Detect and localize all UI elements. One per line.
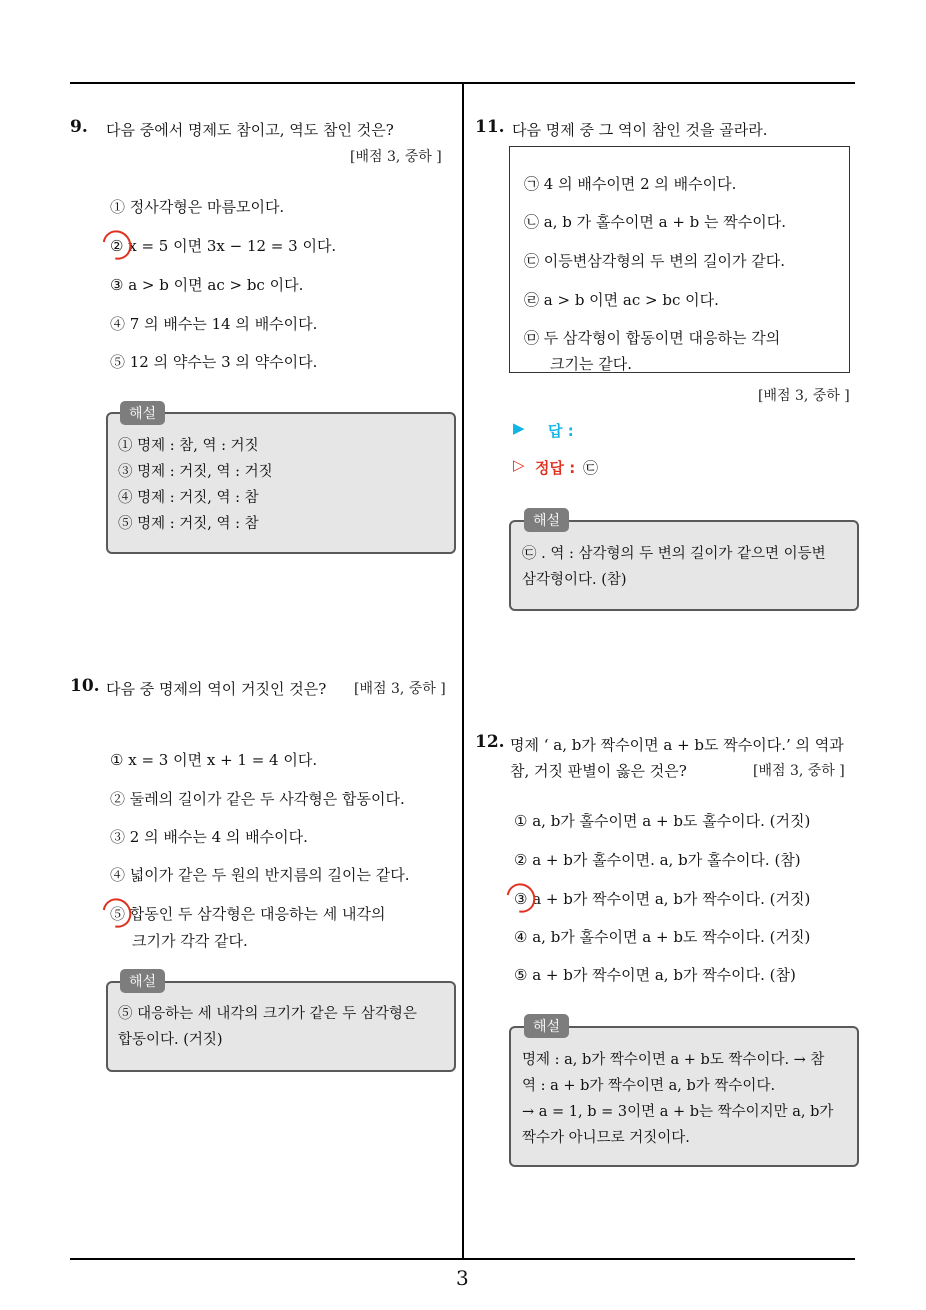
question-text: 다음 중에서 명제도 참이고, 역도 참인 것은? [106,121,394,139]
option-5[interactable]: ⑤ a + b가 짝수이면 a, b가 짝수이다. (참) [514,966,796,984]
solution-line: → a = 1, b = 3이면 a + b는 짝수이지만 a, b가 [522,1104,834,1120]
option-5[interactable]: ⑤ 합동인 두 삼각형은 대응하는 세 내각의 [110,905,386,923]
solution-tag: 해설 [524,508,569,532]
correct-answer-label: 정답 : [535,459,576,477]
solution-line: ① 명제 : 참, 역 : 거짓 [118,438,259,454]
solution-line: ④ 명제 : 거짓, 역 : 참 [118,490,259,506]
solution-line: ⑤ 대응하는 세 내각의 크기가 같은 두 삼각형은 [118,1006,417,1022]
answer-mark-icon [501,878,541,919]
statement-item: ㉠ 4 의 배수이면 2 의 배수이다. [524,175,737,193]
solution-line: ㉢ . 역 : 삼각형의 두 변의 길이가 같으면 이등변 [522,546,826,562]
solution-tag: 해설 [120,969,165,993]
option-1[interactable]: ① x = 3 이면 x + 1 = 4 이다. [110,751,318,769]
answer-label: 답 : [548,422,574,440]
option-1[interactable]: ① 정사각형은 마름모이다. [110,198,285,216]
option-2[interactable]: ② 둘레의 길이가 같은 두 사각형은 합동이다. [110,790,405,808]
solution-line: 역 : a + b가 짝수이면 a, b가 짝수이다. [522,1078,776,1094]
question-text: 다음 중 명제의 역이 거짓인 것은? [106,680,327,698]
correct-answer-arrow-icon: ▷ [513,456,525,474]
question-number: 10. [70,676,100,696]
option-4[interactable]: ④ a, b가 홀수이면 a + b도 짝수이다. (거짓) [514,928,811,946]
option-4[interactable]: ④ 7 의 배수는 14 의 배수이다. [110,315,318,333]
question-text: 다음 명제 중 그 역이 참인 것을 골라라. [512,121,768,139]
statement-item: ㉡ a, b 가 홀수이면 a + b 는 짝수이다. [524,213,787,231]
score-label: [배점 3, 중하 ] [354,681,446,697]
correct-answer-value: ㉢ [583,459,599,477]
statement-item: ㉣ a > b 이면 ac > bc 이다. [524,291,719,309]
question-number: 11. [475,117,505,137]
solution-line: 합동이다. (거짓) [118,1032,223,1048]
solution-box [106,981,456,1072]
solution-line: ⑤ 명제 : 거짓, 역 : 참 [118,516,259,532]
score-label: [배점 3, 중하 ] [758,388,850,404]
question-number: 12. [475,732,505,752]
solution-line: ③ 명제 : 거짓, 역 : 거짓 [118,464,273,480]
answer-arrow-icon: ▶ [513,419,525,437]
question-text-line-1: 명제 ‘ a, b가 짝수이면 a + b도 짝수이다.’ 의 역과 [510,736,844,754]
option-2[interactable]: ② a + b가 홀수이면. a, b가 홀수이다. (참) [514,851,801,869]
score-label: [배점 3, 중하 ] [350,149,442,165]
option-3[interactable]: ③ 2 의 배수는 4 의 배수이다. [110,828,308,846]
option-2[interactable]: ② x = 5 이면 3x − 12 = 3 이다. [110,237,337,255]
statement-item: ㉢ 이등변삼각형의 두 변의 길이가 같다. [524,252,785,270]
bottom-rule [70,1258,855,1260]
solution-line: 명제 : a, b가 짝수이면 a + b도 짝수이다. → 참 [522,1052,825,1068]
option-1[interactable]: ① a, b가 홀수이면 a + b도 홀수이다. (거짓) [514,812,811,830]
solution-line: 짝수가 아니므로 거짓이다. [522,1130,690,1146]
column-divider [462,82,464,1259]
solution-tag: 해설 [524,1014,569,1038]
solution-box [509,520,859,611]
option-5[interactable]: ⑤ 12 의 약수는 3 의 약수이다. [110,353,318,371]
answer-mark-icon [97,225,137,266]
solution-line: 삼각형이다. (참) [522,572,627,588]
statement-item-continued: 크기는 같다. [550,355,632,373]
option-3[interactable]: ③ a > b 이면 ac > bc 이다. [110,276,304,294]
option-3[interactable]: ③ a + b가 짝수이면 a, b가 짝수이다. (거짓) [514,890,811,908]
solution-tag: 해설 [120,401,165,425]
option-5-continued: 크기가 각각 같다. [132,932,248,950]
score-label: [배점 3, 중하 ] [753,763,845,779]
answer-mark-icon [97,893,137,934]
page-number: 3 [456,1266,469,1290]
option-4[interactable]: ④ 넓이가 같은 두 원의 반지름의 길이는 같다. [110,866,410,884]
statement-item: ㉤ 두 삼각형이 합동이면 대응하는 각의 [524,329,781,347]
question-text-line-2: 참, 거짓 판별이 옳은 것은? [510,762,687,780]
question-number: 9. [70,117,88,137]
